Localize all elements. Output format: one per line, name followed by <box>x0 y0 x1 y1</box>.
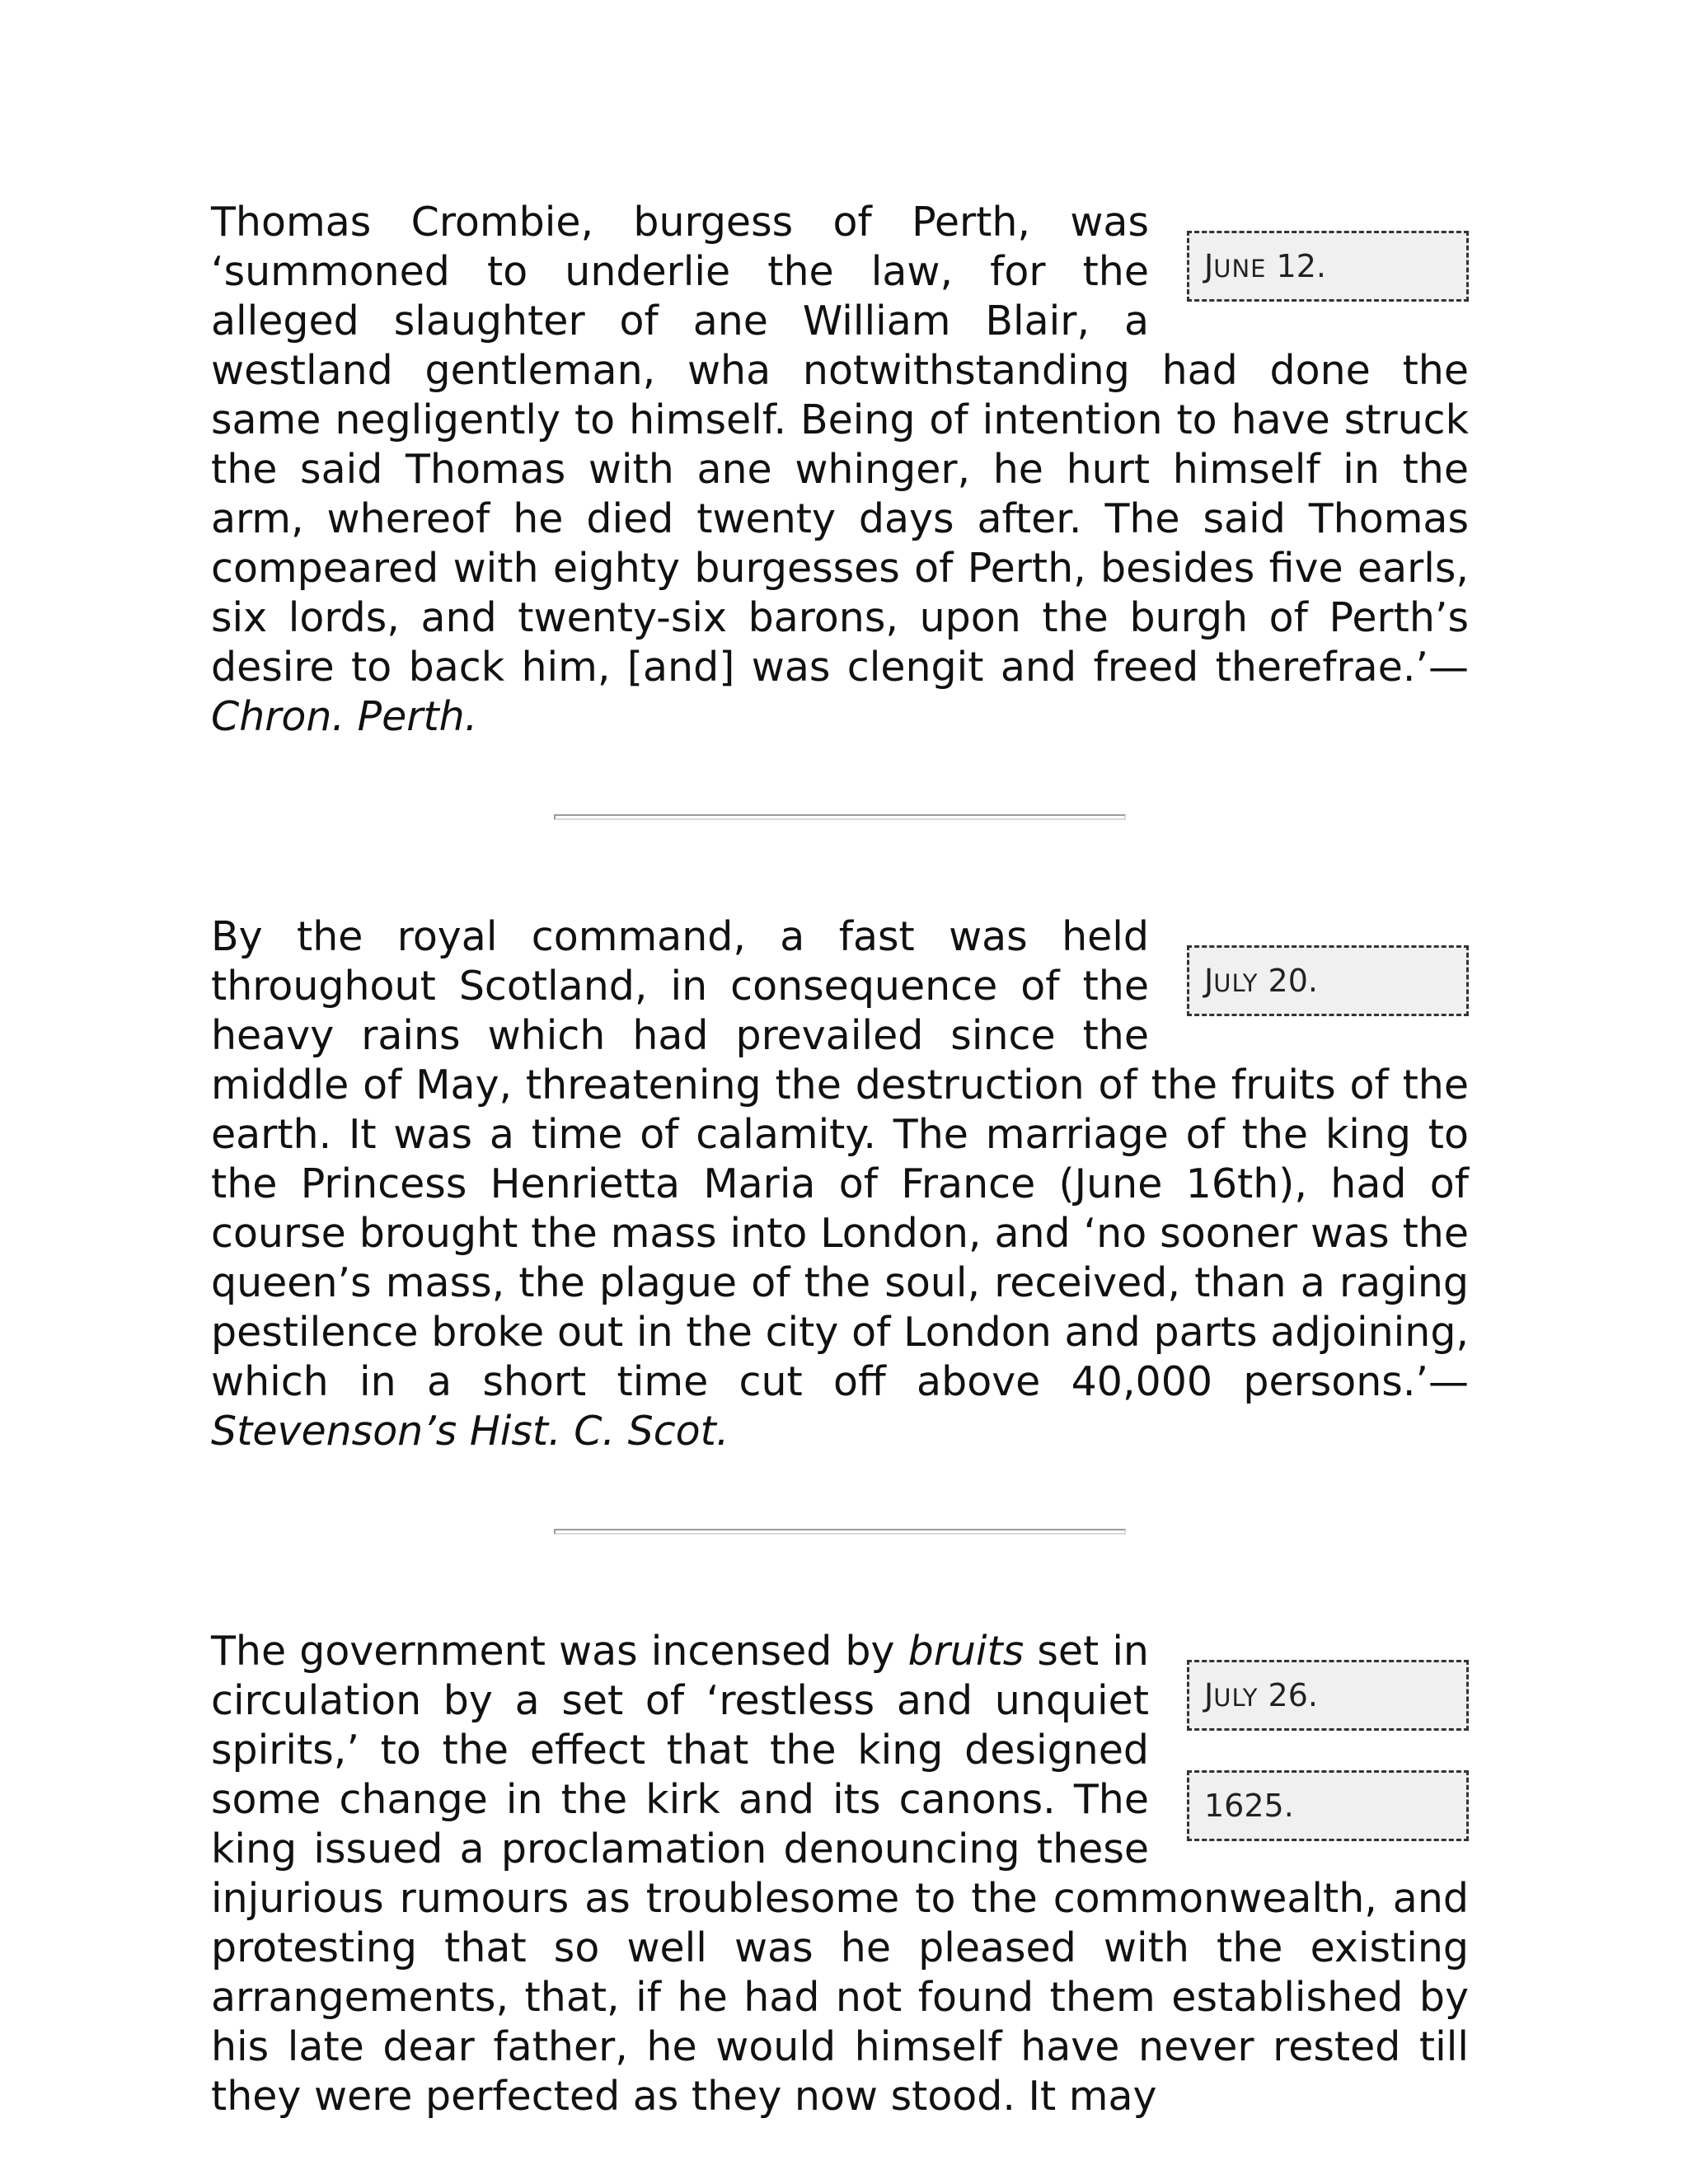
entry-june-12 <box>211 198 1469 742</box>
citation: Stevenson’s Hist. C. Scot. <box>211 1408 729 1455</box>
date-sidenote: JULY 26. <box>1187 1660 1469 1731</box>
sidenote-group <box>1187 945 1469 1016</box>
entry-paragraph <box>211 912 1469 1456</box>
entry-july-20 <box>211 912 1469 1456</box>
entry-paragraph <box>211 1627 1469 2121</box>
date-sidenote: JUNE 12. <box>1187 231 1469 302</box>
emphasis: bruits <box>907 1628 1025 1675</box>
citation: Chron. Perth. <box>211 693 478 740</box>
entry-text: Thomas Crombie, burgess of Perth, was ‘summoned to underlie the law, for the alleged slaughter of ane William Blair, a westland gentleman, wha notwithstanding had done the same negligently to himself. Being of intention to have struck the said Thomas with ane whinger, he hurt himself in the arm, whereof he died twenty days after. The said Thomas compeared with eighty burgesses of Perth, besides five earls, six lords, and twenty-six barons, upon the burgh of Perth’s desire to back him, [and] was clengit and freed therefrae.’— <box>211 199 1469 691</box>
sidenote-group <box>1187 231 1469 302</box>
sidenote-group <box>1187 1660 1469 1841</box>
entry-text: The government was incensed by <box>211 1628 908 1675</box>
entry-text: By the royal command, a fast was held throughout Scotland, in consequence of the heavy rains which had prevailed since the middle of May, threatening the destruction of the fruits of the earth. It was a time of calamity. The marriage of the king to the Princess Henrietta Maria of France (June 16th), had of course brought the mass into London, and ‘no sooner was the queen’s mass, the plague of the soul, received, than a raging pestilence broke out in the city of London and parts adjoining, which in a short time cut off above 40,000 persons.’— <box>211 913 1469 1405</box>
date-sidenote: JULY 20. <box>1187 945 1469 1016</box>
entry-july-26 <box>211 1627 1469 2121</box>
page-content <box>211 198 1469 2121</box>
entry-text-continued: set in circulation by a set of ‘restless and unquiet spirits,’ to the effect that the king designed some change in the kirk and its canons. The king issued a proclamation denouncing these injurious rumours as troublesome to the commonwealth, and protesting that so well was he pleased with the existing arrangements, that, if he had not found them established by his late dear father, he would himself have never rested till they were perfected as they now stood. It may <box>211 1628 1469 2120</box>
section-divider <box>554 1529 1126 1535</box>
section-divider <box>554 814 1126 820</box>
year-sidenote: 1625. <box>1187 1770 1469 1841</box>
entry-paragraph <box>211 198 1469 742</box>
